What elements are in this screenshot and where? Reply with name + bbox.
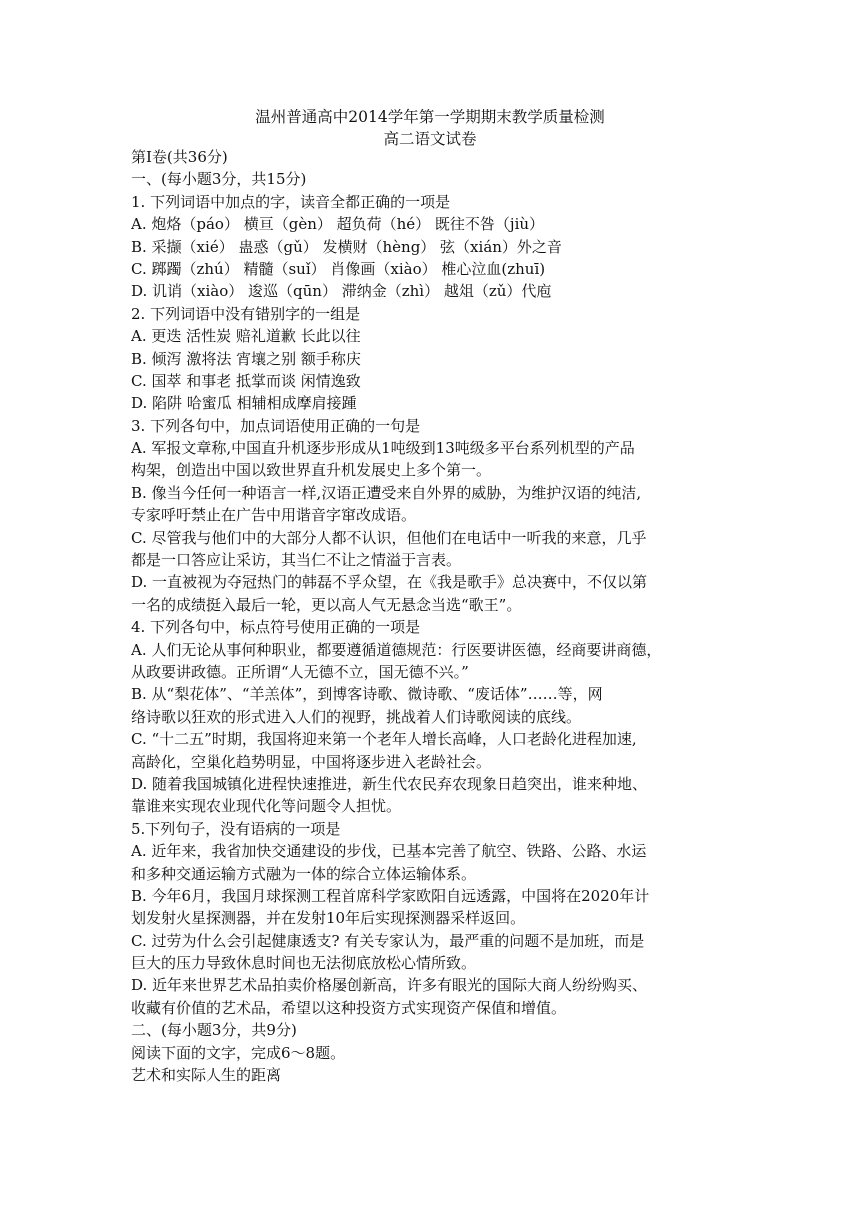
question-1-option-c: C. 踯躅（zhú） 精髓（suǐ） 肖像画（xiào） 椎心泣血(zhuī) (131, 259, 546, 278)
reading-instruction: 阅读下面的文字，完成6～8题。 (131, 1043, 346, 1062)
question-1-stem: 1. 下列词语中加点的字，读音全都正确的一项是 (131, 192, 451, 211)
question-4-option-d-cont: 靠谁来实现农业现代化等问题令人担忧。 (131, 797, 402, 816)
page-subtitle: 高二语文试卷 (383, 130, 477, 148)
question-4-option-d: D. 随着我国城镇化进程快速推进，新生代农民弃农现象日趋突出，谁来种地、 (131, 774, 648, 793)
passage-title: 艺术和实际人生的距离 (131, 1066, 282, 1085)
question-4-option-b: B. 从“梨花体”、“羊羔体”，到博客诗歌、微诗歌、“废话体”……等，网 (131, 685, 603, 704)
question-3-stem: 3. 下列各句中，加点词语使用正确的一句是 (131, 416, 421, 435)
question-3-option-a-cont: 构架，创造出中国以致世界直升机发展史上多个第一。 (131, 461, 492, 480)
question-3-option-b: B. 像当今任何一种语言一样,汉语正遭受来自外界的威胁，为维护汉语的纯洁, (131, 483, 642, 502)
question-5-option-b-cont: 划发射火星探测器，并在发射10年后实现探测器采样返回。 (131, 909, 526, 928)
question-3-option-d: D. 一直被视为夺冠热门的韩磊不孚众望，在《我是歌手》总决赛中，不仅以第 (131, 573, 648, 592)
question-5-stem: 5.下列句子，没有语病的一项是 (131, 819, 341, 838)
question-5-option-d-cont: 收藏有价值的艺术品，希望以这种投资方式实现资产保值和增值。 (131, 998, 567, 1017)
question-1-option-b: B. 采撷（xié） 蛊惑（gǔ） 发横财（hèng） 弦（xián）外之音 (131, 237, 562, 256)
exam-content (131, 146, 741, 1086)
question-2-stem: 2. 下列词语中没有错别字的一组是 (131, 304, 361, 323)
question-4-option-a: A. 人们无论从事何种职业，都要遵循道德规范：行医要讲医德，经商要讲商德， (131, 640, 662, 659)
question-3-option-a: A. 军报文章称,中国直升机逐步形成从1吨级到13吨级多平台系列机型的产品 (131, 439, 635, 458)
question-3-option-d-cont: 一名的成绩挺入最后一轮，更以高人气无悬念当选“歌王”。 (131, 595, 522, 614)
page-title: 温州普通高中2014学年第一学期期末教学质量检测 (255, 108, 605, 126)
question-5-option-a-cont: 和多种交通运输方式融为一体的综合立体运输体系。 (131, 864, 477, 883)
part-two-heading: 二、(每小题3分，共9分) (131, 1021, 297, 1040)
question-4-option-a-cont: 从政要讲政德。正所谓“人无德不立，国无德不兴。” (131, 662, 469, 681)
question-2-option-c: C. 国萃 和事老 抵掌而谈 闲情逸致 (131, 371, 361, 390)
question-1-option-d: D. 讥诮（xiào） 逡巡（qūn） 滞纳金（zhì） 越俎（zǔ）代庖 (131, 282, 552, 301)
question-2-option-b: B. 倾泻 激将法 宵壤之别 额手称庆 (131, 349, 361, 368)
question-4-option-c-cont: 高龄化，空巢化趋势明显，中国将逐步进入老龄社会。 (131, 752, 492, 771)
question-5-option-c-cont: 巨大的压力导致休息时间也无法彻底放松心情所致。 (131, 954, 477, 973)
question-3-option-c-cont: 都是一口答应让采访，其当仁不让之情溢于言表。 (131, 551, 462, 570)
question-1-option-a: A. 炮烙（páo） 横亘（gèn） 超负荷（hé） 既往不咎（jiù） (131, 215, 545, 234)
question-2-option-d: D. 陷阱 哈蜜瓜 相辅相成摩肩接踵 (131, 394, 357, 413)
question-3-option-c: C. 尽管我与他们中的大部分人都不认识，但他们在电话中一听我的来意，几乎 (131, 528, 647, 547)
question-5-option-d: D. 近年来世界艺术品拍卖价格屡创新高，许多有眼光的国际大商人纷纷购买、 (131, 976, 648, 995)
section-heading: 第Ⅰ卷(共36分) (131, 148, 228, 166)
question-5-option-b: B. 今年6月，我国月球探测工程首席科学家欧阳自远透露，中国将在2020年计 (131, 886, 650, 905)
question-4-option-b-cont: 络诗歌以狂欢的形式进入人们的视野，挑战着人们诗歌阅读的底线。 (131, 707, 582, 726)
question-5-option-a: A. 近年来，我省加快交通建设的步伐，已基本完善了航空、铁路、公路、水运 (131, 842, 647, 861)
question-3-option-b-cont: 专家呼吁禁止在广告中用谐音字窜改成语。 (131, 506, 417, 525)
question-2-option-a: A. 更迭 活性炭 赔礼道歉 长此以往 (131, 327, 361, 346)
question-5-option-c: C. 过劳为什么会引起健康透支? 有关专家认为，最严重的问题不是加班，而是 (131, 931, 645, 950)
question-4-option-c: C. “十二五”时期，我国将迎来第一个老年人增长高峰，人口老龄化进程加速, (131, 730, 637, 749)
part-one-heading: 一、(每小题3分，共15分) (131, 170, 307, 189)
question-4-stem: 4. 下列各句中，标点符号使用正确的一项是 (131, 618, 421, 637)
